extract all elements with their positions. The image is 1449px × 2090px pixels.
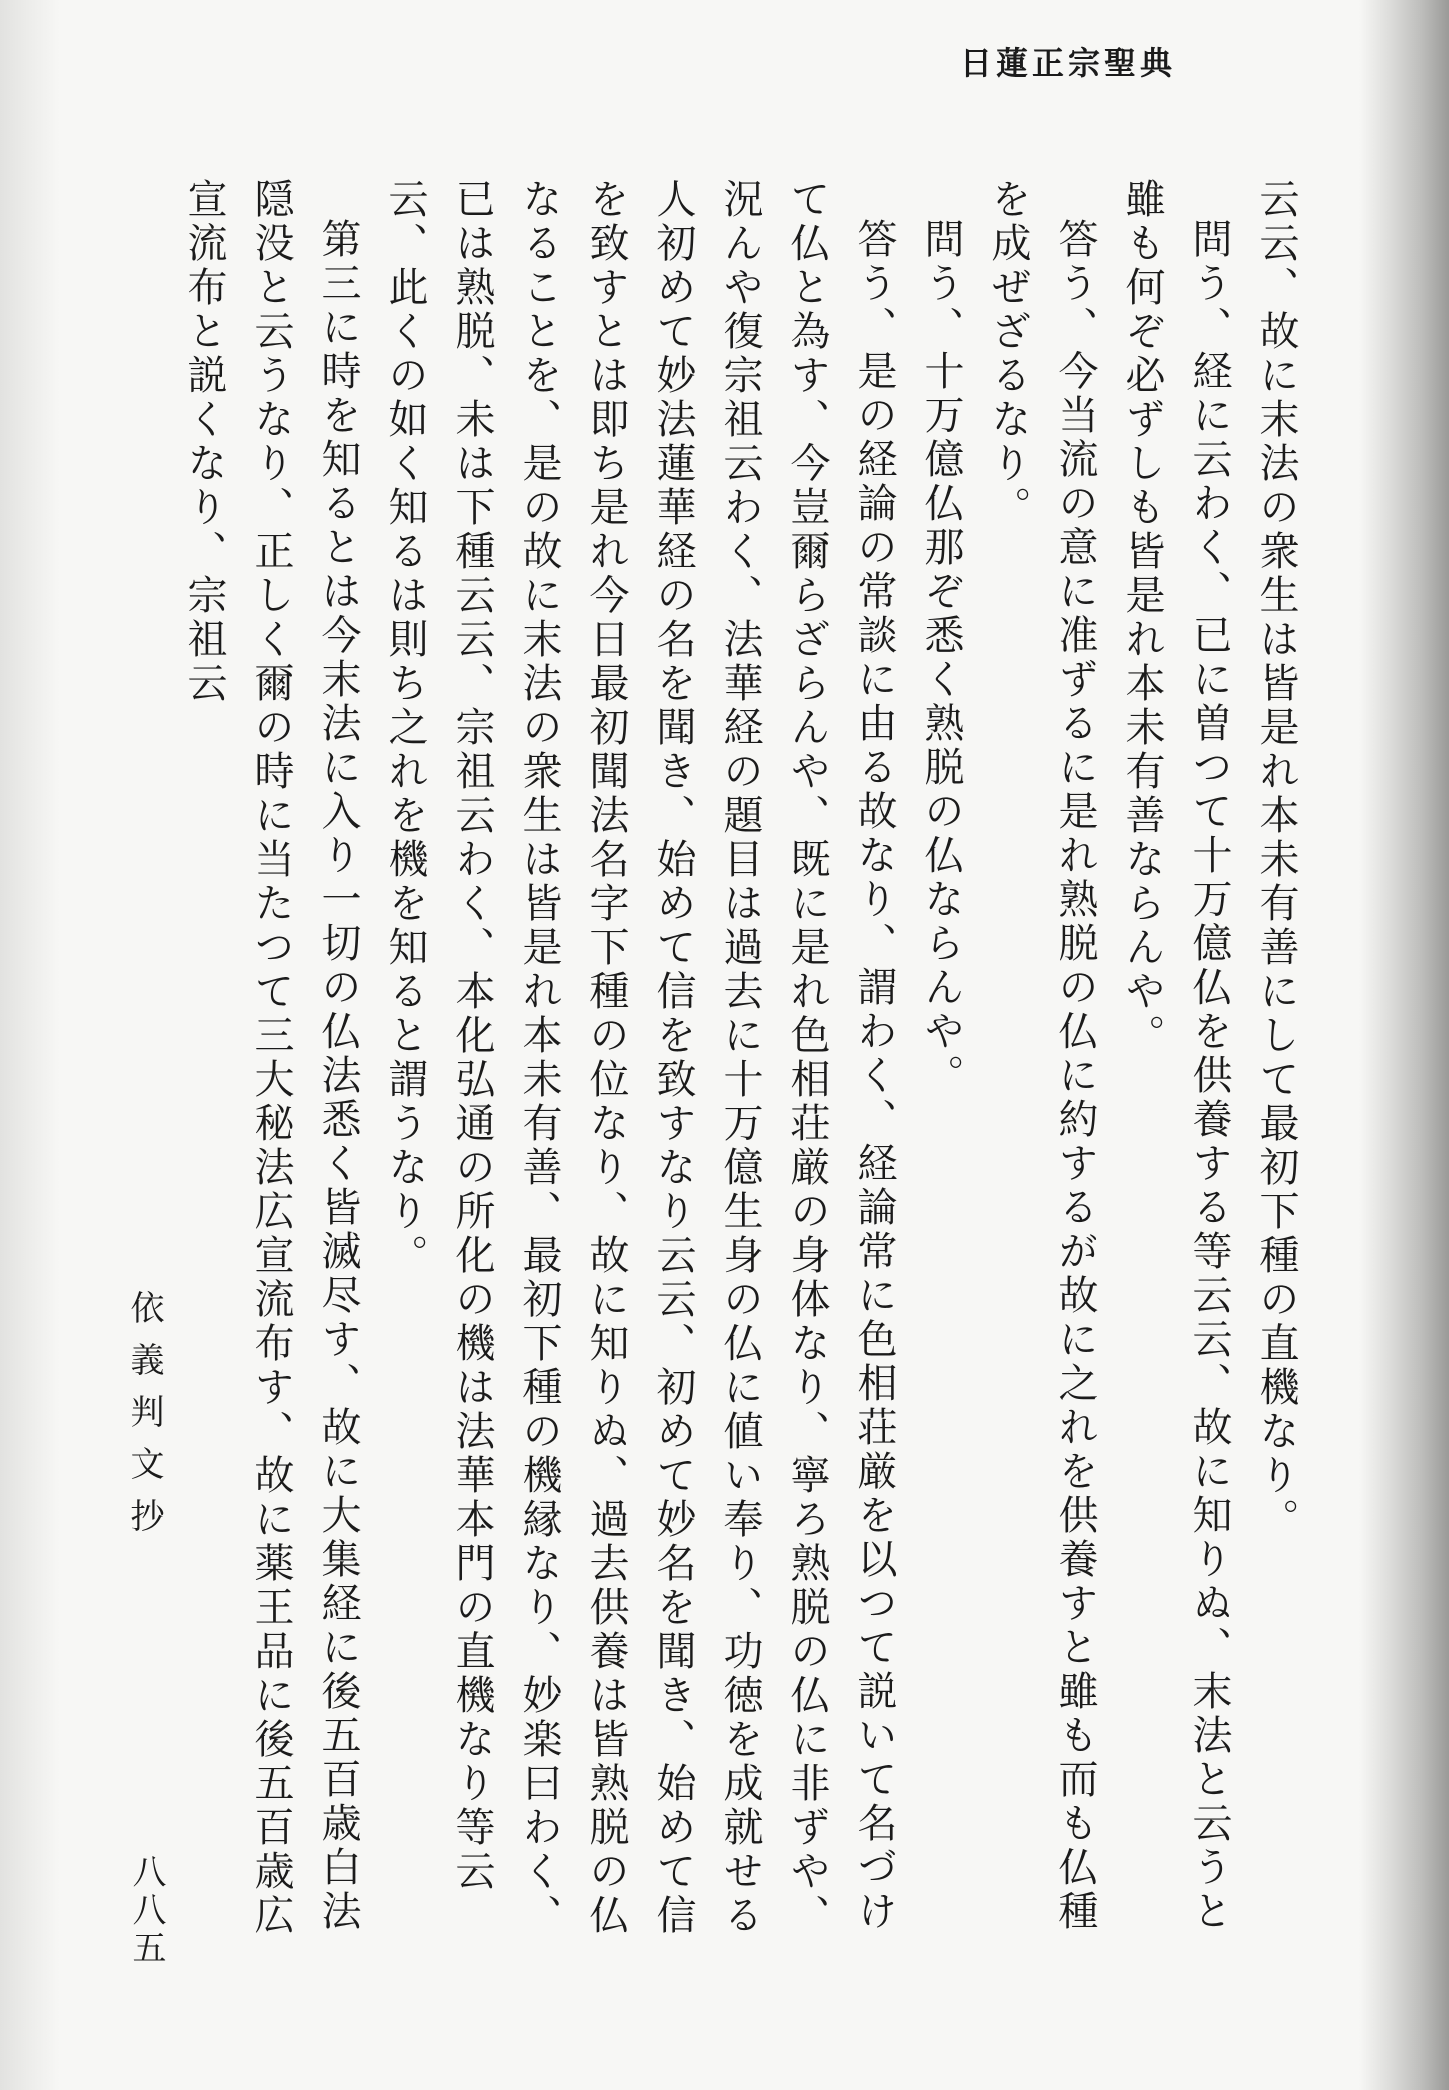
vertical-text-body — [181, 178, 1309, 1938]
paragraph: 問う、十万億仏那ぞ悉く熟脱の仏ならんや。 — [918, 218, 964, 1098]
paragraph: 答う、今当流の意に准ずるに是れ熟脱の仏に約するが故に之れを供養すと雖も而も仏種を成ぜざるなり。 — [985, 178, 1098, 1934]
running-footer-section-title: 依義判文抄 — [124, 1290, 164, 1550]
running-header-book-title: 日蓮正宗聖典 — [960, 44, 1177, 82]
page-binding-shadow — [1359, 0, 1449, 2090]
paragraph: 云云、故に末法の衆生は皆是れ本未有善にして最初下種の直機なり。 — [1253, 178, 1299, 1542]
paragraph: 答う、是の経論の常談に由る故なり、謂わく、経論常に色相荘厳を以つて説いて名づけて仏と為す、今豈爾らざらんや、既に是れ色相荘厳の身体なり、寧ろ熟脱の仏に非ずや、況んや復宗祖云わく、法華経の題目は過去に十万億生身の仏に値い奉り、功徳を成就せる人初めて妙法蓮華経の名を聞き、始めて信を致すなり云云、初めて妙名を聞き、始めて信を致すとは即ち是れ今日最初聞法名字下種の位なり、故に知りぬ、過去供養は皆熟脱の仏なることを、是の故に末法の衆生は皆是れ本未有善、最初下種の機縁なり、妙楽曰わく、已は熟脱、未は下種云云、宗祖云わく、本化弘通の所化の機は法華本門の直機なり等云云、此くの如く知るは則ち之れを機を知ると謂うなり。 — [382, 178, 897, 1938]
page-number: 八八五 — [126, 1854, 166, 1968]
page-gutter-left — [0, 0, 60, 2090]
paragraph: 問う、経に云わく、已に曽つて十万億仏を供養する等云云、故に知りぬ、末法と云うと雖も何ぞ必ずしも皆是れ本未有善ならんや。 — [1119, 178, 1232, 1934]
paragraph: 第三に時を知るとは今末法に入り一切の仏法悉く皆滅尽す、故に大集経に後五百歳白法隠没と云うなり、正しく爾の時に当たつて三大秘法広宣流布す、故に薬王品に後五百歳広宣流布と説くなり、宗祖云 — [181, 178, 361, 1938]
